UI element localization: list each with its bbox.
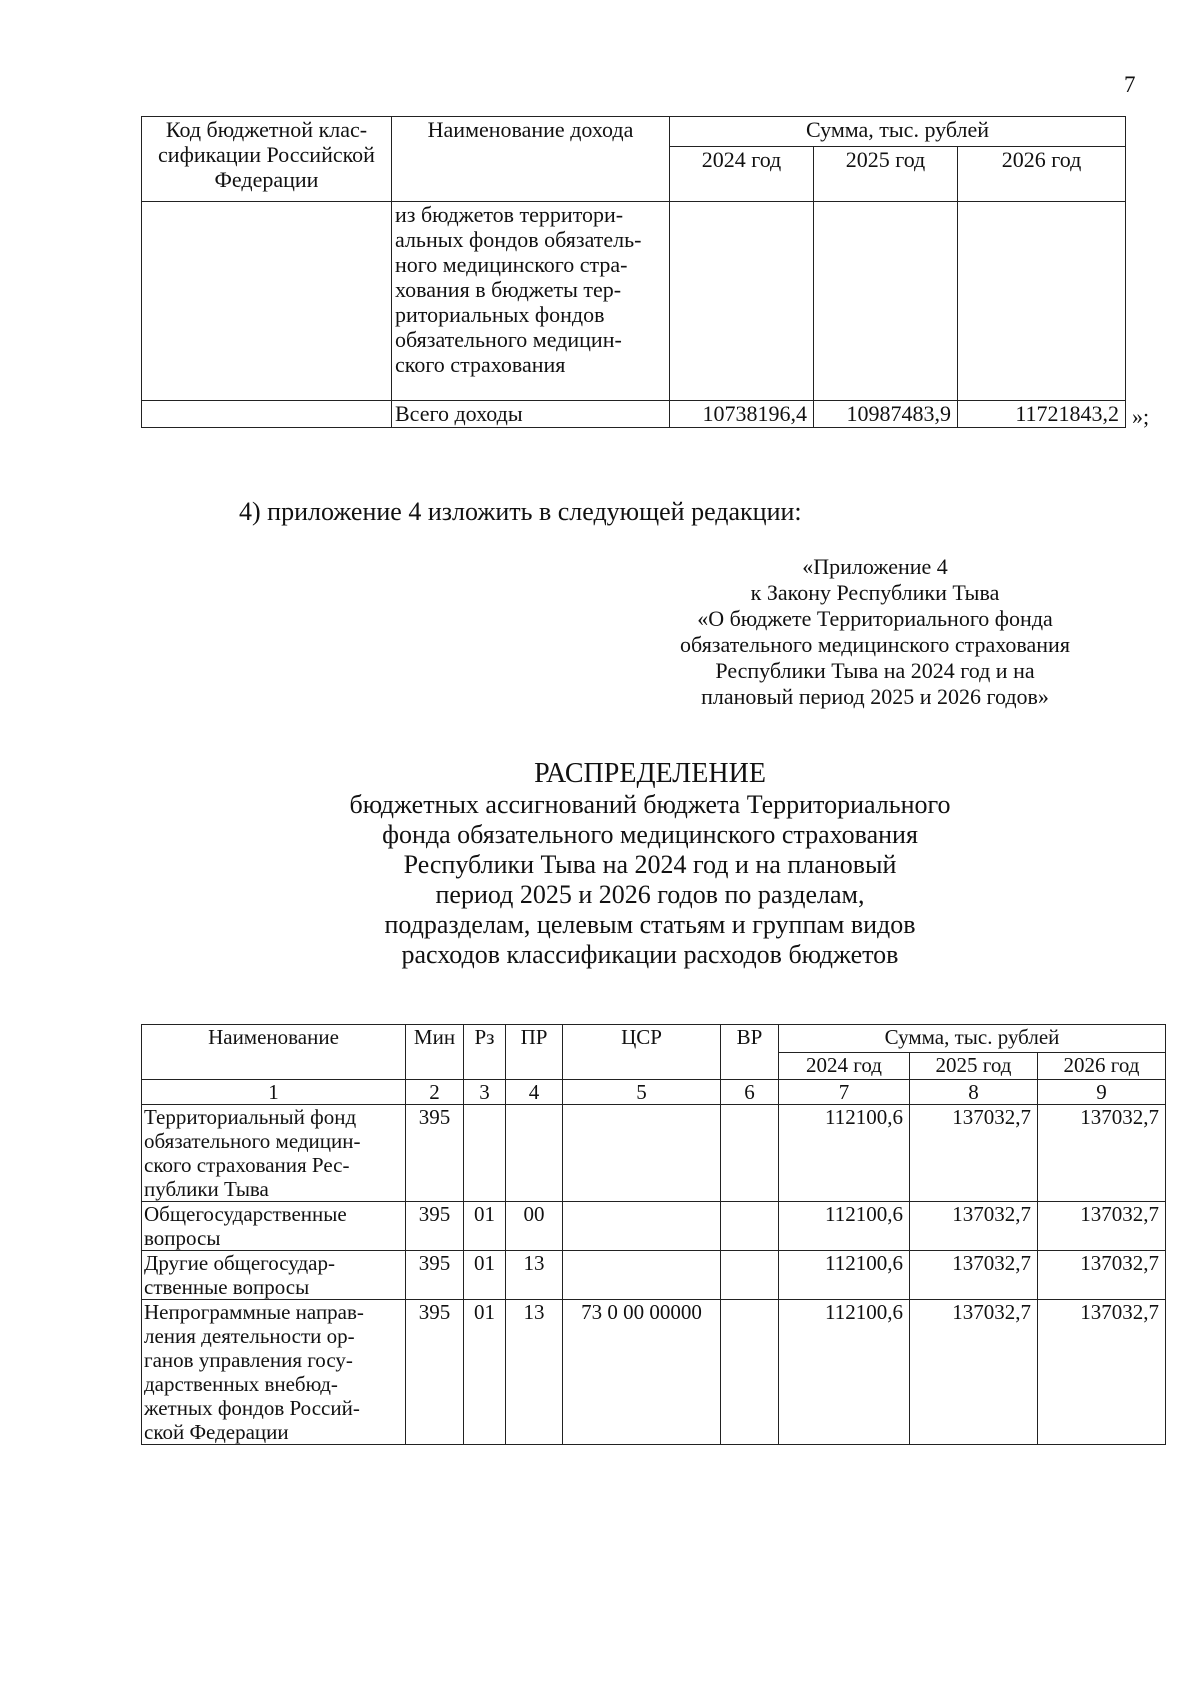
cell-csr	[563, 1105, 721, 1202]
name-line: ственные вопросы	[144, 1275, 310, 1299]
column-numbers-row	[142, 1080, 1166, 1105]
subtitle-line: период 2025 и 2026 годов по разделам,	[435, 880, 865, 909]
header-code-line: Код бюджетной клас-	[165, 117, 368, 142]
cell-vr	[721, 1251, 779, 1300]
table-row	[142, 1202, 1166, 1251]
amendment-item-4: 4) приложение 4 изложить в следующей редакции:	[239, 497, 802, 526]
cell-name	[142, 1251, 406, 1300]
appendix-line: к Закону Республики Тыва	[750, 580, 1000, 605]
name-line: ского страхования Рес-	[144, 1153, 350, 1177]
appendix-line: обязательного медицинского страхования	[680, 632, 1070, 657]
cell-total-2026: 11721843,2	[958, 401, 1126, 428]
cell-csr: 73 0 00 00000	[563, 1300, 721, 1445]
cell-rz	[464, 1105, 506, 1202]
cell-name	[142, 1300, 406, 1445]
column-number: 7	[779, 1080, 910, 1105]
cell-min: 395	[406, 1300, 464, 1445]
header-year-2026: 2026 год	[958, 147, 1126, 202]
cell-2024: 112100,6	[779, 1202, 910, 1251]
header-code-line: Федерации	[214, 167, 319, 192]
table-row-total	[142, 401, 1126, 428]
cell-2026: 137032,7	[1038, 1202, 1166, 1251]
cell-2024: 112100,6	[779, 1300, 910, 1445]
name-line: риториальных фондов	[395, 302, 605, 327]
cell-total-2025: 10987483,9	[814, 401, 958, 428]
name-line: вопросы	[144, 1226, 221, 1250]
cell-2024: 112100,6	[779, 1105, 910, 1202]
title-block	[290, 758, 1010, 970]
name-line: публики Тыва	[144, 1177, 269, 1201]
name-line: альных фондов обязатель-	[395, 227, 642, 252]
name-line: ного медицинского стра-	[395, 252, 628, 277]
cell-2024: 112100,6	[779, 1251, 910, 1300]
header-sum: Сумма, тыс. рублей	[779, 1025, 1166, 1053]
cell-2025: 137032,7	[910, 1300, 1038, 1445]
header-csr: ЦСР	[563, 1025, 721, 1080]
closing-quote-mark: »;	[1132, 404, 1150, 429]
header-year-2026: 2026 год	[1038, 1052, 1166, 1080]
cell-2026: 137032,7	[1038, 1251, 1166, 1300]
name-line: хования в бюджеты тер-	[395, 277, 622, 302]
cell-pr	[506, 1105, 563, 1202]
cell-rz: 01	[464, 1300, 506, 1445]
header-sum: Сумма, тыс. рублей	[670, 117, 1126, 147]
cell-min: 395	[406, 1202, 464, 1251]
subtitle-line: расходов классификации расходов бюджетов	[401, 940, 899, 969]
cell-pr: 00	[506, 1202, 563, 1251]
cell-total-2024: 10738196,4	[670, 401, 814, 428]
appendix-reference	[620, 554, 1130, 710]
cell-2026: 137032,7	[1038, 1105, 1166, 1202]
name-line: дарственных внебюд-	[144, 1372, 338, 1396]
subtitle-line: фонда обязательного медицинского страхования	[382, 820, 918, 849]
name-line: ской Федерации	[144, 1420, 289, 1444]
allocation-table	[141, 1024, 1166, 1445]
appendix-line: «О бюджете Территориального фонда	[697, 606, 1053, 631]
name-line: обязательного медицин-	[144, 1129, 361, 1153]
subtitle-line: бюджетных ассигнований бюджета Территориального	[349, 790, 951, 819]
cell-name	[142, 1202, 406, 1251]
column-number: 3	[464, 1080, 506, 1105]
name-line: Территориальный фонд	[144, 1105, 357, 1129]
cell-2025: 137032,7	[910, 1202, 1038, 1251]
column-number: 8	[910, 1080, 1038, 1105]
appendix-line: плановый период 2025 и 2026 годов»	[701, 684, 1049, 709]
cell-2024	[670, 202, 814, 401]
header-code	[142, 117, 392, 202]
column-number: 6	[721, 1080, 779, 1105]
subtitle-line: Республики Тыва на 2024 год и на плановый	[403, 850, 897, 879]
name-line: Непрограммные направ-	[144, 1300, 364, 1324]
name-line: ганов управления госу-	[144, 1348, 353, 1372]
name-line: Общегосударственные	[144, 1202, 347, 1226]
column-number: 2	[406, 1080, 464, 1105]
column-number: 9	[1038, 1080, 1166, 1105]
cell-code	[142, 401, 392, 428]
name-line: жетных фондов Россий-	[144, 1396, 360, 1420]
cell-vr	[721, 1105, 779, 1202]
income-table	[141, 116, 1126, 428]
cell-income-name	[392, 202, 670, 401]
column-number: 4	[506, 1080, 563, 1105]
table-row	[142, 1105, 1166, 1202]
document-title: РАСПРЕДЕЛЕНИЕ	[534, 758, 766, 789]
table-row	[142, 202, 1126, 401]
cell-pr: 13	[506, 1300, 563, 1445]
header-year-2024: 2024 год	[779, 1052, 910, 1080]
cell-income-name: Всего доходы	[392, 401, 670, 428]
name-line: ского страхования	[395, 352, 566, 377]
header-year-2025: 2025 год	[814, 147, 958, 202]
table-row	[142, 1300, 1166, 1445]
header-income-name: Наименование дохода	[392, 117, 670, 202]
name-line: из бюджетов территори-	[395, 202, 624, 227]
cell-vr	[721, 1202, 779, 1251]
cell-vr	[721, 1300, 779, 1445]
name-line: обязательного медицин-	[395, 327, 622, 352]
header-min: Мин	[406, 1025, 464, 1080]
subtitle-line: подразделам, целевым статьям и группам видов	[384, 910, 916, 939]
cell-rz: 01	[464, 1202, 506, 1251]
header-pr: ПР	[506, 1025, 563, 1080]
name-line: Другие общегосудар-	[144, 1251, 335, 1275]
header-name: Наименование	[142, 1025, 406, 1080]
name-line: ления деятельности ор-	[144, 1324, 355, 1348]
column-number: 1	[142, 1080, 406, 1105]
header-year-2025: 2025 год	[910, 1052, 1038, 1080]
cell-name	[142, 1105, 406, 1202]
cell-rz: 01	[464, 1251, 506, 1300]
appendix-line: Республики Тыва на 2024 год и на	[715, 658, 1035, 683]
table-row	[142, 1251, 1166, 1300]
cell-csr	[563, 1202, 721, 1251]
cell-2025: 137032,7	[910, 1251, 1038, 1300]
appendix-line: «Приложение 4	[802, 554, 948, 579]
cell-2026: 137032,7	[1038, 1300, 1166, 1445]
header-year-2024: 2024 год	[670, 147, 814, 202]
cell-csr	[563, 1251, 721, 1300]
cell-min: 395	[406, 1251, 464, 1300]
cell-min: 395	[406, 1105, 464, 1202]
cell-2026	[958, 202, 1126, 401]
page-number: 7	[1124, 72, 1136, 97]
cell-2025: 137032,7	[910, 1105, 1038, 1202]
header-rz: Рз	[464, 1025, 506, 1080]
header-code-line: сификации Российской	[158, 142, 375, 167]
cell-pr: 13	[506, 1251, 563, 1300]
column-number: 5	[563, 1080, 721, 1105]
header-vr: ВР	[721, 1025, 779, 1080]
cell-2025	[814, 202, 958, 401]
cell-code	[142, 202, 392, 401]
